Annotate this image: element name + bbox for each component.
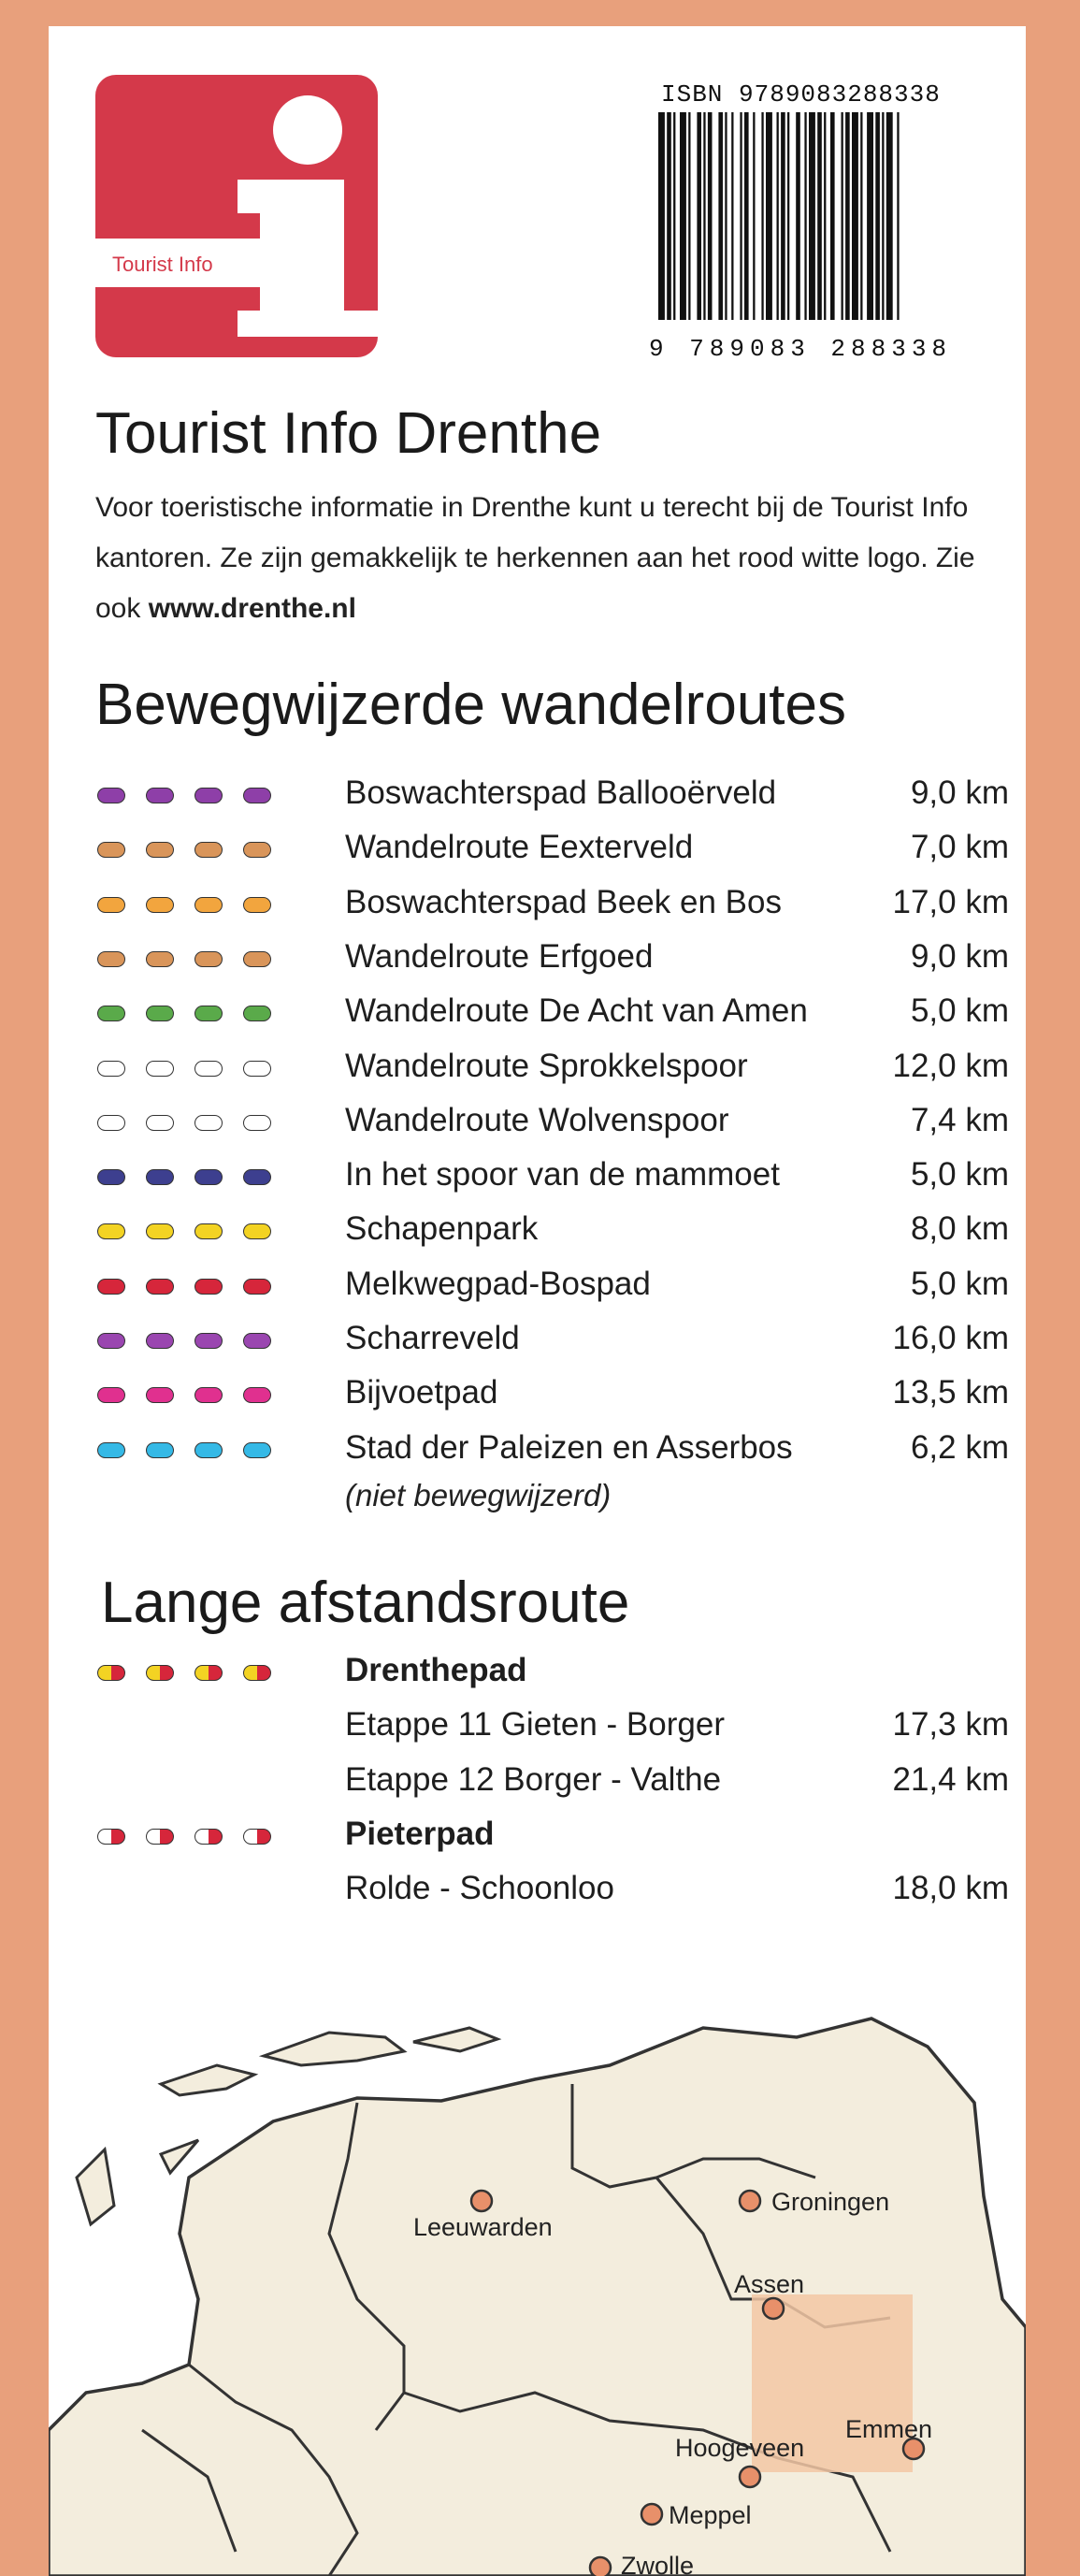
barcode-bar [796,112,800,320]
barcode-bar [781,112,785,320]
route-marker-dot [194,1333,223,1349]
route-marker-dot [146,1442,174,1458]
route-marker-dot [146,1279,174,1295]
route-marker-dot [146,1061,174,1077]
route-name: In het spoor van de mammoet [345,1156,780,1194]
route-marker-dot [194,951,223,967]
route-row [49,1262,1026,1316]
route-marker-dot [243,1829,271,1845]
barcode-bar [725,112,727,320]
route-name: Wandelroute Eexterveld [345,829,694,866]
route-note: (niet bewegwijzerd) [345,1478,612,1512]
stage-name: Etappe 12 Borger - Valthe [345,1760,722,1798]
route-marker-dot [146,1223,174,1239]
route-marker-dot [146,1115,174,1131]
route-name: Wandelroute Sprokkelspoor [345,1047,748,1084]
barcode-bar [673,112,675,320]
route-marker-dot [146,1333,174,1349]
long-route-stage [49,1866,1026,1920]
barcode-bar [824,112,826,320]
info-i-dot [273,95,342,165]
route-marker-dot [97,1333,125,1349]
city-label: Meppel [669,2501,752,2529]
route-marker-dot [243,951,271,967]
route-row [49,1207,1026,1261]
barcode-bar [761,112,763,320]
route-marker-dot [243,1061,271,1077]
route-marker-dot [97,1387,125,1403]
route-distance: 16,0 km [892,1320,1009,1356]
route-marker-dots [97,951,284,970]
barcode [658,112,1004,346]
barcode-bar [777,112,779,320]
routes-heading: Bewegwijzerde wandelroutes [95,673,847,737]
route-row [49,1370,1026,1425]
barcode-bar [875,112,880,320]
route-marker-dot [243,1387,271,1403]
barcode-bar [744,112,749,320]
route-marker-dot [97,788,125,803]
route-marker-dots [97,1829,284,1847]
isbn-digits: 9 789083 288338 [649,335,953,363]
brochure-page [49,26,1026,2576]
barcode-bar [708,112,713,320]
stage-name: Rolde - Schoonloo [345,1870,614,1907]
route-marker-dot [194,1169,223,1185]
route-row [49,771,1026,825]
long-route-header [49,1648,1026,1702]
website-link[interactable]: www.drenthe.nl [148,593,356,624]
barcode-bar [787,112,789,320]
route-distance: 6,2 km [910,1428,1009,1466]
route-marker-dot [146,951,174,967]
barcode-bar [688,112,690,320]
barcode-bar [867,112,873,320]
barcode-bar [680,112,686,320]
city-dot [641,2504,662,2525]
route-marker-dots [97,1665,284,1684]
route-marker-dot [97,1829,125,1845]
route-distance: 9,0 km [910,774,1009,811]
route-marker-dot [243,1279,271,1295]
route-row [49,1044,1026,1098]
route-row [49,1152,1026,1207]
route-row [49,1316,1026,1370]
route-marker-dots [97,1387,284,1406]
route-row [49,934,1026,989]
barcode-bar [703,112,705,320]
stage-name: Etappe 11 Gieten - Borger [345,1706,725,1744]
page-title: Tourist Info Drenthe [95,401,602,466]
route-distance: 8,0 km [910,1210,1009,1248]
stage-distance: 21,4 km [892,1760,1009,1798]
route-name: Scharreveld [345,1320,520,1356]
route-marker-dot [243,1442,271,1458]
route-marker-dot [194,788,223,803]
long-route-stage [49,1758,1026,1812]
route-distance: 17,0 km [892,883,1009,920]
route-distance: 13,5 km [892,1374,1009,1411]
route-marker-dot [97,951,125,967]
route-marker-dot [194,1442,223,1458]
stage-distance: 17,3 km [892,1706,1009,1744]
barcode-bar [658,112,665,320]
route-marker-dot [243,1333,271,1349]
route-marker-dot [146,788,174,803]
route-marker-dot [146,1829,174,1845]
barcode-bar [886,112,893,320]
barcode-bar [852,112,858,320]
route-marker-dots [97,1279,284,1297]
route-marker-dot [194,897,223,913]
route-marker-dot [194,1665,223,1681]
route-marker-dots [97,1006,284,1024]
route-distance: 7,0 km [910,829,1009,866]
route-marker-dots [97,842,284,861]
route-distance: 5,0 km [910,992,1009,1030]
route-marker-dot [243,1115,271,1131]
route-name: Bijvoetpad [345,1374,498,1411]
route-marker-dot [194,1279,223,1295]
route-row [49,989,1026,1043]
long-route-name: Drenthepad [345,1652,527,1688]
route-marker-dot [194,1115,223,1131]
route-marker-dots [97,1169,284,1188]
route-distance: 5,0 km [910,1265,1009,1302]
route-marker-dot [194,1829,223,1845]
long-route-header [49,1812,1026,1866]
city-label: Hoogeveen [675,2434,805,2462]
route-row [49,825,1026,879]
route-distance: 7,4 km [910,1101,1009,1138]
city-dot [471,2191,492,2211]
stage-distance: 18,0 km [892,1870,1009,1907]
route-name: Wandelroute Erfgoed [345,937,654,975]
route-marker-dots [97,1333,284,1352]
route-marker-dot [97,1169,125,1185]
route-marker-dot [97,1665,125,1681]
route-marker-dot [243,1006,271,1021]
long-route-name: Pieterpad [345,1815,495,1852]
route-marker-dot [97,1061,125,1077]
route-marker-dots [97,1115,284,1134]
barcode-bar [731,112,733,320]
city-dot [740,2467,760,2487]
tourist-info-logo [95,75,378,357]
barcode-bar [718,112,723,320]
route-marker-dot [194,1006,223,1021]
route-marker-dots [97,1223,284,1242]
route-marker-dot [146,897,174,913]
barcode-bar [817,112,822,320]
intro-text: Voor toeristische informatie in Drenthe kunt u terecht bij de Tourist Info kantoren. Ze zijn gemakkelijk te herkennen aan het rood witte logo. Zie ook www.drenthe.nl [95,492,975,624]
route-marker-dot [243,842,271,858]
route-marker-dot [97,1006,125,1021]
route-name: Boswachterspad Beek en Bos [345,883,782,920]
city-dot [740,2191,760,2211]
route-distance: 5,0 km [910,1156,1009,1194]
route-marker-dot [97,1115,125,1131]
city-label: Emmen [845,2415,933,2443]
route-marker-dot [97,1442,125,1458]
city-dot [590,2557,611,2576]
route-marker-dot [243,897,271,913]
route-marker-dot [146,1387,174,1403]
long-distance-heading: Lange afstandsroute [101,1570,630,1635]
barcode-bar [766,112,772,320]
city-dot [763,2298,784,2319]
route-name: Melkwegpad-Bospad [345,1265,651,1302]
route-marker-dot [243,1665,271,1681]
route-name: Wandelroute De Acht van Amen [345,992,808,1030]
route-marker-dot [194,1061,223,1077]
isbn-label: ISBN 9789083288338 [661,80,941,109]
route-marker-dot [146,1169,174,1185]
route-distance: 9,0 km [910,937,1009,975]
route-marker-dot [146,1006,174,1021]
long-route-stage [49,1702,1026,1757]
city-label: Assen [734,2270,805,2298]
route-marker-dot [146,1665,174,1681]
route-marker-dot [97,897,125,913]
barcode-bar [830,112,835,320]
route-marker-dots [97,897,284,916]
city-label: Zwolle [621,2552,695,2576]
route-row [49,880,1026,934]
barcode-bar [860,112,862,320]
route-distance: 12,0 km [892,1047,1009,1084]
route-marker-dot [243,1223,271,1239]
route-marker-dot [194,1223,223,1239]
route-marker-dots [97,1442,284,1461]
route-marker-dot [97,1279,125,1295]
barcode-bar [845,112,850,320]
barcode-bar [842,112,843,320]
route-marker-dot [97,842,125,858]
route-name: Stad der Paleizen en Asserbos [345,1428,793,1466]
route-marker-dot [97,1223,125,1239]
route-row [49,1098,1026,1152]
overview-map [49,1990,1026,2576]
route-name: Boswachterspad Ballooërveld [345,774,777,811]
barcode-bar [740,112,742,320]
city-label: Leeuwarden [413,2213,553,2241]
route-marker-dots [97,788,284,806]
route-marker-dot [194,1387,223,1403]
barcode-bar [897,112,899,320]
route-marker-dot [243,788,271,803]
barcode-bar [804,112,806,320]
route-marker-dot [243,1169,271,1185]
route-marker-dot [194,842,223,858]
city-label: Groningen [771,2188,890,2216]
route-row [49,1425,1026,1480]
route-name: Wandelroute Wolvenspoor [345,1101,729,1138]
route-name: Schapenpark [345,1210,539,1248]
barcode-bar [753,112,755,320]
route-marker-dots [97,1061,284,1079]
barcode-bar [667,112,671,320]
barcode-bar [697,112,701,320]
barcode-bar [882,112,884,320]
route-marker-dot [146,842,174,858]
barcode-bar [809,112,815,320]
logo-text: Tourist Info [112,253,213,276]
